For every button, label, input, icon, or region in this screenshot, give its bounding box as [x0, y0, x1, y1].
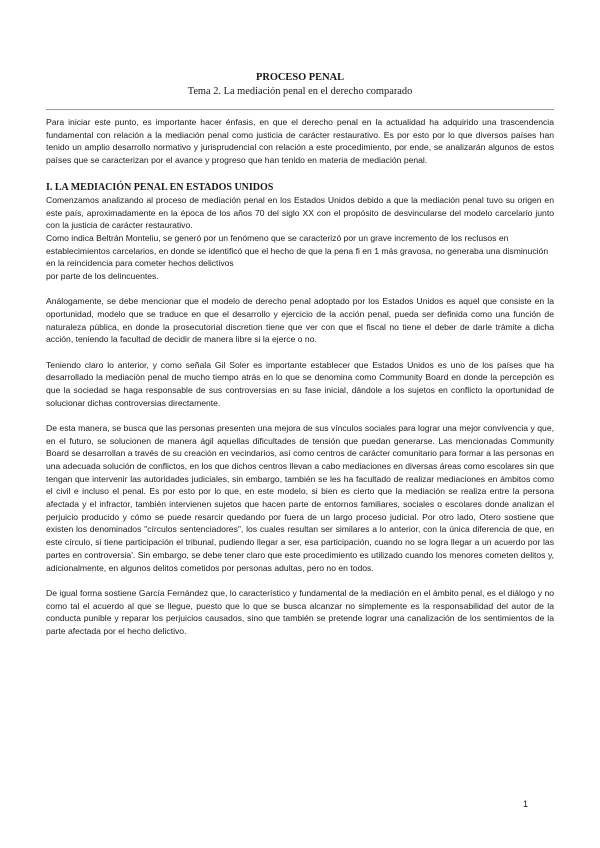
- body-paragraph: Como indica Beltrán Monteliu, se generó por un fenómeno que se caracterizó por un grave incremento de los reclusos en establecimientos carcelarios, en donde se identificó que el hecho de que la pena fi en 1 más gravosa, no generaba una disminución en la reincidencia para cometer hechos delictivos: [46, 232, 549, 269]
- header-divider: [46, 109, 554, 110]
- document-subtitle: Tema 2. La mediación penal en el derecho comparado: [187, 86, 413, 97]
- section-heading: I. LA MEDIACIÓN PENAL EN ESTADOS UNIDOS: [46, 181, 274, 193]
- body-paragraph: Teniendo claro lo anterior, y como señala Gil Soler es importante establecer que Estados Unidos es uno de los países que ha desarrollado la mediación penal de mucho tiempo atrás en lo que se denomina como Community Board en donde la percepción es que la sociedad se haga responsable de sus controversias en su fase inicial, dándole a los sujetos en conflicto la oportunidad de solucionar dichas controversias directamente.: [46, 359, 554, 408]
- document-title: PROCESO PENAL: [255, 72, 345, 83]
- body-paragraph: De esta manera, se busca que las personas presenten una mejora de sus vínculos sociales para lograr una mejor convivencia y que, en el futuro, se solucionen de manera ágil aquellas dificultades de tensión que puedan generarse. Las mencionadas Community Board se desarrollan a través de su creación en vecindarios, así como centros de carácter comunitario para formar a las personas en una adecuada solución de conflictos, en los que dichos centros llevan a cabo mediaciones en diversas áreas como escolares sin que tengan que intervenir las autoridades judiciales, sin embargo, también se les ha facultado de realizar mediaciones en ámbitos como el civil e incluso el penal. Es por esto por lo que, en este modelo, si bien es cierto que la mediación se realiza entre la persona afectada y el infractor, también intervienen sujetos que hacen parte de entornos familiares, sociales o escolares donde analizan el perjuicio producido y cómo se puede resarcir quedando por fuera de un largo proceso judicial. Por otro lado, Otero sostiene que existen los denominados "círculos sentenciadores", los cuales resultan ser similares a lo anterior, con la única diferencia de que, en este círculo, si tiene participación el tribunal, pudiendo llegar a ser, esa participación, cuando no se logra llegar a un acuerdo por las partes en controversia'. Sin embargo, se debe tener claro que este procedimiento es utilizado cuando los menores cometen delitos y, adicionalmente, en algunos delitos cometidos por personas adultas, pero no en todos.: [46, 422, 554, 573]
- intro-paragraph: Para iniciar este punto, es importante hacer énfasis, en que el derecho penal en la actualidad ha adquirido una trascendencia fundamental con relación a la mediación penal como justicia de carácter restaurativo. Es por esto por lo que diversos países han tenido un amplio desarrollo normativo y jurisprudencial con relación a este procedimiento, por ende, se analizarán algunos de estos países que se caracterizan por el avance y progreso que han tenido en materia de mediación penal.: [46, 117, 554, 166]
- body-paragraph: De igual forma sostiene García Fernández que, lo característico y fundamental de la mediación en el ámbito penal, es el diálogo y no como tal el acuerdo al que se llegue, puesto que lo que se busca alcanzar no simplemente es la responsabilidad del autor de la conducta punible y reparar los perjuicios causados, sino que también se pretende lograr una canalización de los sentimientos de la parte afectada por el hecho delictivo.: [46, 587, 554, 636]
- body-paragraph: Comenzamos analizando al proceso de mediación penal en los Estados Unidos debido a que la mediación penal tuvo su origen en este país, aproximadamente en la época de los años 70 del siglo XX con el propósito de desvincularse del modelo carcelario junto con la justicia de carácter restaurativo.: [46, 194, 554, 231]
- body-paragraph: por parte de los delincuentes.: [46, 271, 159, 282]
- document-header: [46, 0, 554, 99]
- page-number: 1: [522, 799, 528, 809]
- body-paragraph: Análogamente, se debe mencionar que el modelo de derecho penal adoptado por los Estados Unidos es aquel que consiste en la oportunidad, modelo que se traduce en que el desarrollo y ejercicio de la acción penal, pueda ser definida como una función de naturaleza pública, en donde la prosecutorial discretion tiene que ver con que el fiscal no tiene el deber de darle trámite a dicha acción, teniendo la facultad de decidir de manera libre si la ejerce o no.: [46, 296, 554, 345]
